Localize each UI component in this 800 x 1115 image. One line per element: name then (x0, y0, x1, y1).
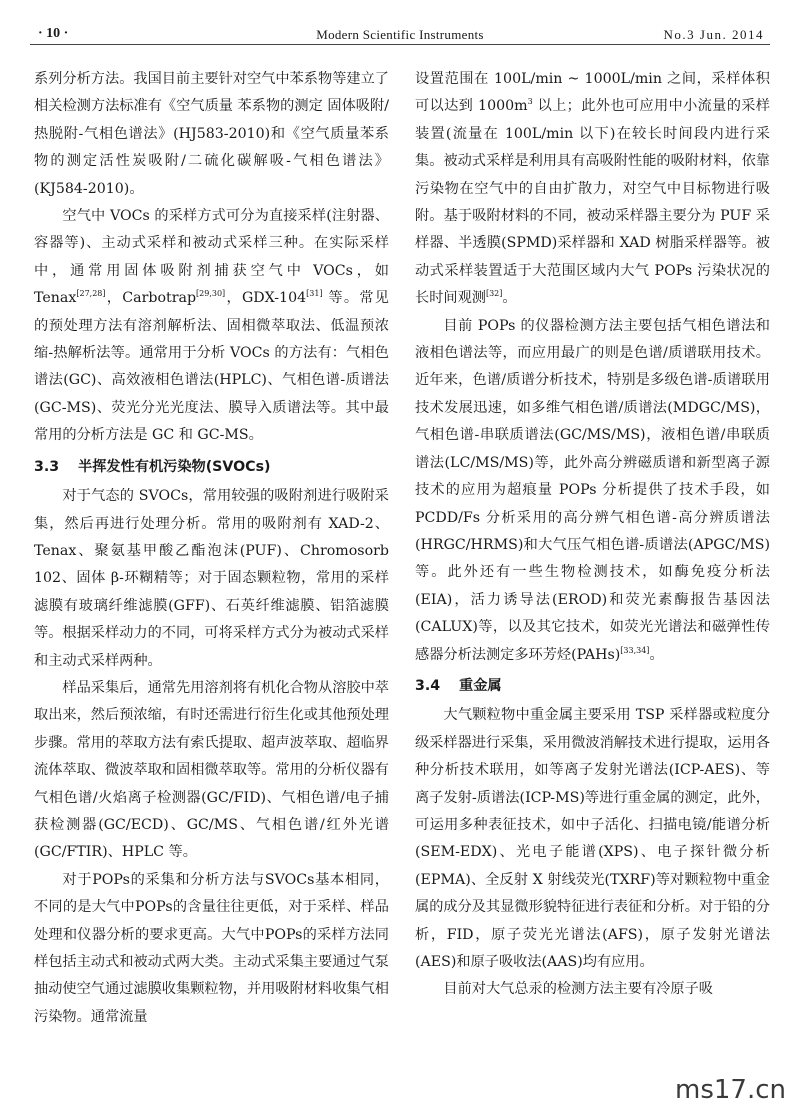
citation: [33,34] (620, 645, 650, 655)
citation: [27,28] (76, 289, 106, 299)
section-number: 3.4 (415, 677, 441, 694)
issue-info: No.3 Jun. 2014 (663, 27, 764, 42)
superscript: 3 (527, 97, 533, 107)
citation: [29,30] (196, 289, 226, 299)
journal-name: Modern Scientific Instruments (316, 27, 484, 42)
paragraph: 目前 POPs 的仪器检测方法主要包括气相色谱法和液相色谱法等，而应用最广的则是色谱/质谱联用技术。近年来，色谱/质谱分析技术，特别是多级色谱-质谱联用技术发展迅速，如多维气相色谱/质谱法(MDGC/MS)，气相色谱-串联质谱法(GC/MS/MS)，液相色谱/串联质谱法(LC/MS/MS)等，此外高分辨磁质谱和新型离子源技术的应用为超痕量 POPs 分析提供了技术手段，如 PCDD/Fs 分析采用的高分辨气相色谱-高分辨质谱法(HRGC/HRMS)和大气压气相色谱-质谱法(APGC/MS)等。此外还有一些生物检测技术，如酶免疫分析法(EIA)，活力诱导法(EROD)和荧光素酶报告基因法(CALUX)等，以及其它技术，如荧光光谱法和磁弹性传感器分析法测定多环芳烃(PAHs)[33,34]。 (415, 317, 770, 663)
right-column (415, 66, 770, 1004)
paragraph: 系列分析方法。我国目前主要针对空气中苯系物等建立了相关检测方法标准有《空气质量 苯系物的测定 固体吸附/热脱附-气相色谱法》(HJ583-2010)和《空气质量苯系物的测定活性炭吸附/二硫化碳解吸-气相色谱法》(KJ584-2010)。 (34, 71, 389, 197)
paragraph: 对于POPs的采集和分析方法与SVOCs基本相同，不同的是大气中POPs的含量往往更低，对于采样、样品处理和仪器分析的要求更高。大气中POPs的采样方法同样包括主动式和被动式两大类。主动式采集主要通过气泵抽动使空气通过滤膜收集颗粒物，并用吸附材料收集气相污染物。通常流量 (34, 871, 389, 1025)
paragraph: 对于气态的 SVOCs，常用较强的吸附剂进行吸附采集，然后再进行处理分析。常用的吸附剂有 XAD-2、Tenax、聚氨基甲酸乙酯泡沫(PUF)、Chromosorb 102、固体 β-环糊精等；对于固态颗粒物，常用的采样滤膜有玻璃纤维滤膜(GFF)、石英纤维滤膜、铝箔滤膜等。根据采样动力的不同，可将采样方式分为被动式采样和主动式采样两种。 (34, 488, 389, 669)
section-title: 重金属 (459, 677, 502, 694)
paragraph: 设置范围在 100L/min ~ 1000L/min 之间，采样体积可以达到 $1000m^3$ 以上；此外也可应用中小流量的采样装置(流量在 100L/min 以下)在较长时间段内进行采集。被动式采样是利用具有高吸附性能的吸附材料，依靠污染物在空气中的自由扩散力，对空气中目标物进行吸附。基于吸附材料的不同，被动采样器主要分为 PUF 采样器、半透膜(SPMD)采样器和 XAD 树脂采样器等。被动式采样装置适于大范围区域内大气 POPs 污染状况的长时间观测[32]。 (415, 71, 770, 307)
page-header (30, 22, 770, 45)
paragraph: 空气中 VOCs 的采样方式可分为直接采样(注射器、容器等)、主动式采样和被动式采样三种。在实际采样中，通常用固体吸附剂捕获空气中 VOCs，如 Tenax[27,28]，Carbotrap[29,30]，GDX-104[31] 等。常见的预处理方法有溶剂解析法、固相微萃取法、低温预浓缩-热解析法等。通常用于分析 VOCs 的方法有：气相色谱法(GC)、高效液相色谱法(HPLC)、气相色谱-质谱法(GC-MS)、荧光分光光度法、膜导入质谱法等。其中最常用的分析方法是 GC 和 GC-MS。 (34, 208, 389, 444)
citation: [32] (485, 289, 503, 299)
watermark: ms17.cn (675, 1075, 786, 1105)
left-column (34, 66, 389, 1031)
paragraph: 目前对大气总汞的检测方法主要有冷原子吸 (443, 981, 713, 998)
section-heading (34, 454, 389, 481)
paragraph: 样品采集后，通常先用溶剂将有机化合物从溶胶中萃取出来，然后预浓缩，有时还需进行衍生化或其他预处理步骤。常用的萃取方法有索氏提取、超声波萃取、超临界流体萃取、微波萃取和固相微萃取等。常用的分析仪器有气相色谱/火焰离子检测器(GC/FID)、气相色谱/电子捕获检测器(GC/ECD)、GC/MS、气相色谱/红外光谱(GC/FTIR)、HPLC 等。 (34, 679, 389, 861)
section-heading (415, 673, 770, 700)
section-title: 半挥发性有机污染物(SVOCs) (78, 458, 271, 475)
page-number: · 10 · (38, 26, 69, 41)
citation: [31] (306, 289, 323, 299)
paragraph: 大气颗粒物中重金属主要采用 TSP 采样器或粒度分级采样器进行采集，采用微波消解技术进行提取，运用各种分析技术联用，如等离子发射光谱法(ICP-AES)、等离子发射-质谱法(ICP-MS)等进行重金属的测定，此外，可运用多种表征技术，如中子活化、扫描电镜/能谱分析(SEM-EDX)、光电子能谱(XPS)、电子探针微分析(EPMA)、全反射 X 射线荧光(TXRF)等对颗粒物中重金属的成分及其显微形貌特征进行表征和分析。对于铅的分析，FID，原子荧光光谱法(AFS)，原子发射光谱法(AES)和原子吸收法(AAS)均有应用。 (415, 707, 770, 970)
section-number: 3.3 (34, 458, 60, 475)
